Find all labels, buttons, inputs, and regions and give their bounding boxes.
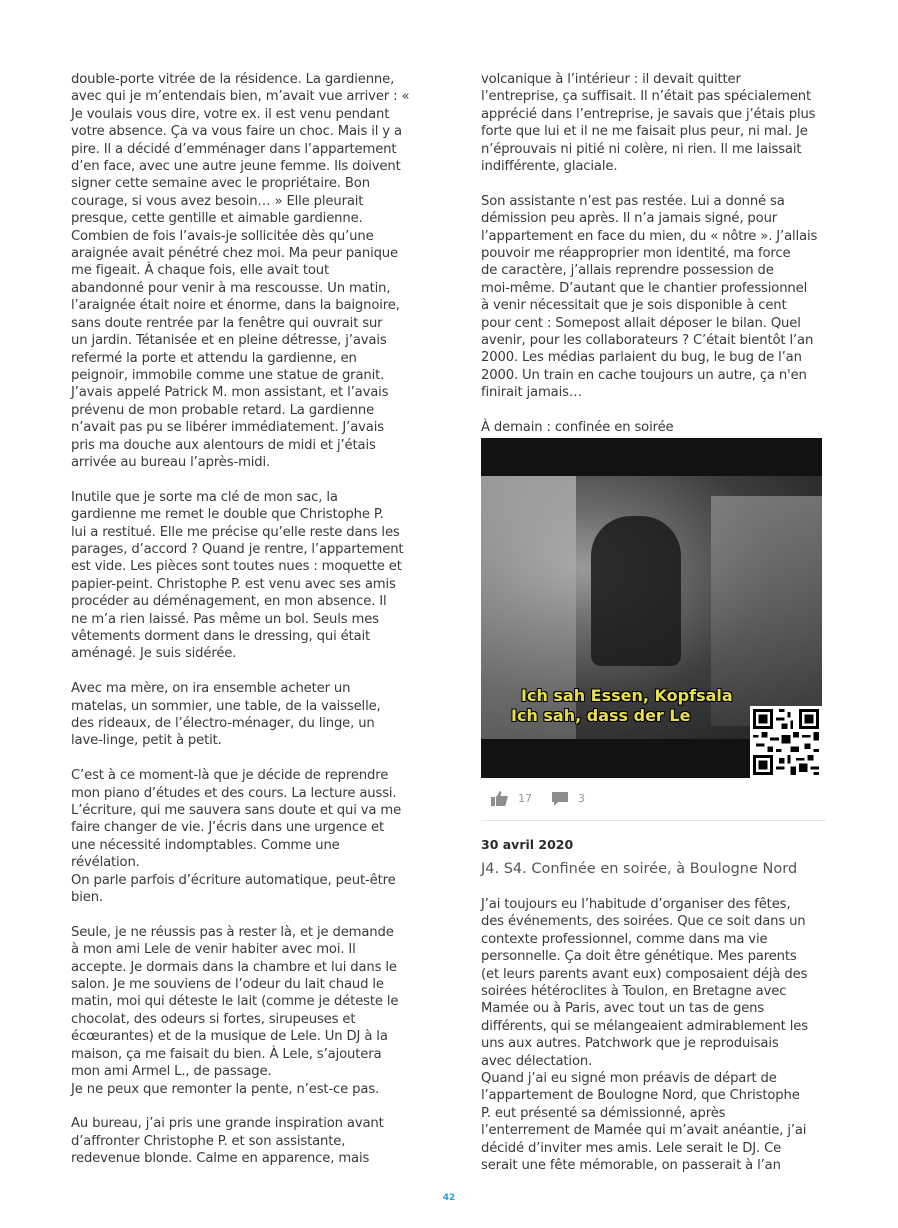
text-line: peignoir, immobile comme une statue de granit. xyxy=(71,367,385,383)
paragraph-gap xyxy=(481,175,826,192)
text-line: différents, qui se mélangeaient admirablement les xyxy=(481,1018,808,1034)
text-line: personnelle. Ça doit être génétique. Mes parents xyxy=(481,949,797,965)
text-line: d’affronter Christophe P. et son assistante, xyxy=(71,1133,346,1149)
paragraph-gap xyxy=(71,906,416,923)
text-line: Avec ma mère, on ira ensemble acheter un xyxy=(71,681,351,697)
text-line: abandonné pour venir à ma rescousse. Un matin, xyxy=(71,280,391,296)
text-line: À demain : confinée en soirée xyxy=(481,420,674,436)
text-line: moi-même. D’autant que le chantier professionnel xyxy=(481,280,808,296)
text-line: faire changer de vie. J’écris dans une urgence et xyxy=(71,820,384,836)
text-line: contexte professionnel, comme dans ma vie xyxy=(481,931,768,947)
right-column-text xyxy=(481,71,826,437)
text-line: l’enterrement de Mamée qui m’avait anéantie, j’ai xyxy=(481,1123,807,1139)
text-line: prévenu de mon probable retard. La gardienne xyxy=(71,402,375,418)
text-line: courage, si vous avez besoin… » Elle pleurait xyxy=(71,193,364,209)
video-subtitle-line2: Ich sah, dass der Le xyxy=(511,705,691,725)
text-line: avec qui je m’entendais bien, m’avait vue arriver : « xyxy=(71,89,410,105)
text-line: Inutile que je sorte ma clé de mon sac, la xyxy=(71,489,338,505)
text-line: signer cette semaine avec le propriétaire. Bon xyxy=(71,176,370,192)
paragraph-gap xyxy=(71,1098,416,1115)
text-line: révélation. xyxy=(71,855,140,871)
text-line: double-porte vitrée de la résidence. La gardienne, xyxy=(71,72,395,87)
text-line: finirait jamais… xyxy=(481,385,582,401)
comments-counter[interactable] xyxy=(552,792,585,806)
text-line: Son assistante n’est pas restée. Lui a donné sa xyxy=(481,193,785,209)
paragraph-gap xyxy=(71,471,416,488)
text-line: l’araignée était noire et énorme, dans la baignoire, xyxy=(71,298,400,314)
text-line: Combien de fois l’avais-je sollicitée dès qu’une xyxy=(71,228,374,244)
text-line: uns aux autres. Patchwork que je reproduisais xyxy=(481,1036,779,1052)
text-line: vêtements dorment dans le dressing, qui était xyxy=(71,628,371,644)
text-line: mon ami Armel L., de passage. xyxy=(71,1064,272,1080)
text-line: Je voulais vous dire, votre ex. il est venu pendant xyxy=(71,106,390,122)
text-line: bien. xyxy=(71,890,103,906)
text-line: aménagé. Je suis sidérée. xyxy=(71,646,237,662)
text-line: accepte. Je dormais dans la chambre et lui dans le xyxy=(71,959,397,975)
comments-count: 3 xyxy=(578,792,585,805)
text-line: On parle parfois d’écriture automatique, peut-être xyxy=(71,872,396,888)
right-column xyxy=(481,71,826,1174)
text-line: l’appartement de Boulogne Nord, que Christophe xyxy=(481,1088,800,1104)
text-line: à mon ami Lele de venir habiter avec moi. Il xyxy=(71,942,356,958)
post-stats xyxy=(481,778,826,821)
text-line: des événements, des soirées. Que ce soit dans un xyxy=(481,914,806,930)
text-line: pire. Il a décidé d’emménager dans l’appartement xyxy=(71,141,397,157)
text-line: araignée avait pénétré chez moi. Ma peur panique xyxy=(71,246,398,262)
text-line: démission peu après. Il n’a jamais signé, pour xyxy=(481,211,778,227)
likes-count: 17 xyxy=(518,792,532,805)
text-line: sans doute rentrée par la fenêtre qui ouvrait sur xyxy=(71,315,383,331)
text-line: l’entreprise, ça suffisait. Il n’était pas spécialement xyxy=(481,89,812,105)
text-line: maison, ça me faisait du bien. À Lele, s’ajoutera xyxy=(71,1046,382,1062)
text-line: décidé d’inviter mes amis. Lele serait le DJ. Ce xyxy=(481,1140,782,1156)
text-line: pouvoir me réapproprier mon identité, ma force xyxy=(481,246,791,262)
text-line: chocolat, des odeurs si fortes, sirupeuses et xyxy=(71,1011,356,1027)
text-line: J’ai toujours eu l’habitude d’organiser des fêtes, xyxy=(481,896,791,912)
text-line: arrivée au bureau l’après-midi. xyxy=(71,454,271,470)
text-line: avenir, pour les collaborateurs ? C’était bientôt l’an xyxy=(481,333,814,349)
text-line: un jardin. Tétanisée et en pleine détresse, j’avais xyxy=(71,333,387,349)
text-line: gardienne me remet le double que Christophe P. xyxy=(71,507,384,523)
text-line: des rideaux, de l’électro-ménager, du linge, un xyxy=(71,716,375,731)
paragraph-gap xyxy=(71,663,416,680)
text-line: Seule, je ne réussis pas à rester là, et je demande xyxy=(71,924,394,940)
paragraph-gap xyxy=(481,402,826,419)
text-line: parages, d’accord ? Quand je rentre, l’appartement xyxy=(71,541,404,557)
comment-bubble-icon xyxy=(552,792,568,806)
text-line: une nécessité indomptables. Comme une xyxy=(71,837,340,853)
text-line: mon piano d’études et des cours. La lecture aussi. xyxy=(71,785,397,801)
likes-counter[interactable] xyxy=(491,791,532,806)
text-line: de caractère, j’allais reprendre possession de xyxy=(481,263,774,279)
text-line: (et leurs parents avant eux) composaient déjà des xyxy=(481,966,808,982)
video-subtitle-line1: Ich sah Essen, Kopfsala xyxy=(521,685,733,705)
text-line: Mamée ou à Paris, avec tout un tas de gens xyxy=(481,1001,765,1017)
text-line: est vide. Les pièces sont toutes nues : moquette et xyxy=(71,559,402,575)
text-line: P. eut présenté sa démissionné, après xyxy=(481,1105,726,1121)
post-date: 30 avril 2020 xyxy=(481,836,574,852)
text-line: pris ma douche aux alentours de midi et j’étais xyxy=(71,437,376,453)
text-line: volcanique à l’intérieur : il devait quitter xyxy=(481,72,741,87)
text-line: redevenue blonde. Calme en apparence, mais xyxy=(71,1151,370,1167)
paragraph-gap xyxy=(71,750,416,767)
text-line: 2000. Un train en cache toujours un autre, ça n'en xyxy=(481,367,807,383)
text-line: procéder au déménagement, en mon absence. Il xyxy=(71,594,387,610)
text-line: pour cent : Somepost allait déposer le bilan. Quel xyxy=(481,315,801,331)
text-line: votre absence. Ça va vous faire un choc. Mais il y a xyxy=(71,124,402,140)
text-line: matelas, un sommier, une table, de la vaisselle, xyxy=(71,698,381,714)
text-line: C’est à ce moment-là que je décide de reprendre xyxy=(71,768,389,784)
text-line: forte que lui et il ne me faisait plus peur, ni mal. Je xyxy=(481,124,808,140)
text-line: papier-peint. Christophe P. est venu avec ses amis xyxy=(71,576,396,592)
text-line: apprécié dans l’entreprise, je savais que j’étais plus xyxy=(481,106,816,122)
text-line: d’en face, avec une autre jeune femme. Ils doivent xyxy=(71,159,401,175)
text-line: serait une fête mémorable, on passerait à l’an xyxy=(481,1157,781,1173)
text-line: n’avait pas pu se libérer immédiatement. J’avais xyxy=(71,420,384,436)
text-line: lui a restitué. Elle me précise qu’elle reste dans les xyxy=(71,524,400,540)
thumbs-up-icon xyxy=(491,791,508,806)
page-number: 42 xyxy=(442,1193,456,1203)
text-line: à venir nécessitait que je sois disponible à cent xyxy=(481,298,787,314)
text-line: écœurantes) et de la musique de Lele. Un DJ à la xyxy=(71,1029,388,1045)
text-line: l’appartement en face du mien, du « nôtre ». J’allais xyxy=(481,228,818,244)
text-line: refermé la porte et attendu la gardienne, en xyxy=(71,350,357,366)
qr-code-icon xyxy=(750,706,822,778)
text-line: salon. Je me souviens de l’odeur du lait chaud le xyxy=(71,977,384,993)
post-body xyxy=(481,896,826,1175)
text-line: Quand j’ai eu signé mon préavis de départ de xyxy=(481,1070,777,1086)
text-line: J’avais appelé Patrick M. mon assistant, et l’avais xyxy=(71,385,389,401)
text-line: Je ne peux que remonter la pente, n’est-ce pas. xyxy=(71,1081,380,1097)
text-line: ne m’a rien laissé. Pas même un bol. Seuls mes xyxy=(71,611,379,627)
post-title: J4. S4. Confinée en soirée, à Boulogne Nord xyxy=(481,860,798,877)
video-player[interactable] xyxy=(481,438,822,778)
text-line: L’écriture, qui me sauvera sans doute et qui va me xyxy=(71,803,402,819)
text-line: 2000. Les médias parlaient du bug, le bug de l’an xyxy=(481,350,802,366)
text-line: n’éprouvais ni pitié ni colère, ni rien. Il me laissait xyxy=(481,141,802,157)
left-column xyxy=(71,71,416,1168)
text-line: lave-linge, petit à petit. xyxy=(71,733,222,749)
text-line: me figeait. À chaque fois, elle avait tout xyxy=(71,263,330,279)
text-line: avec délectation. xyxy=(481,1053,593,1069)
text-line: Au bureau, j’ai pris une grande inspiration avant xyxy=(71,1116,384,1132)
text-line: soirées hétéroclites à Toulon, en Bretagne avec xyxy=(481,983,787,999)
text-line: presque, cette gentille et aimable gardienne. xyxy=(71,211,363,227)
text-line: matin, moi qui déteste le lait (comme je déteste le xyxy=(71,994,399,1010)
text-line: indifférente, glaciale. xyxy=(481,159,618,175)
